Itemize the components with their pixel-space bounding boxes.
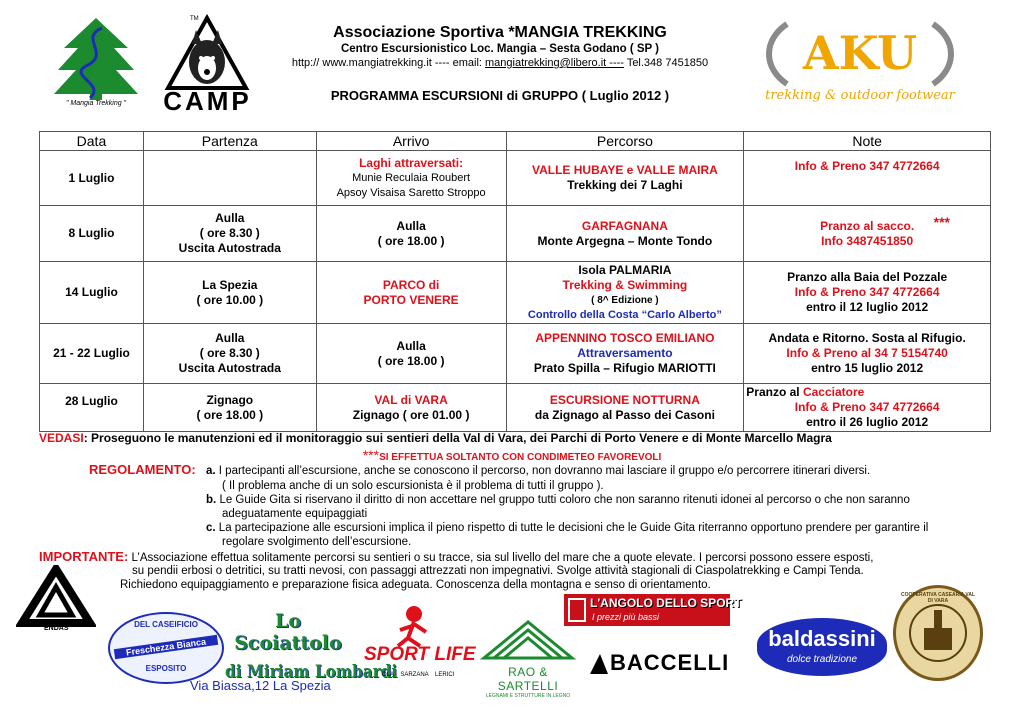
cell-partenza [143,324,316,384]
condimeteo-text: SI EFFETTUA SOLTANTO CON CONDIMETEO FAVOREVOLI [379,452,662,463]
program-title: PROGRAMMA ESCURSIONI di GRUPPO ( Luglio 2012 ) [330,88,670,103]
cell-note [744,206,991,262]
husky-icon [160,14,255,94]
cooperativa-text: COOPERATIVA CASEARIA VAL DI VARA [900,592,976,604]
angolo-line-2: I prezzi più bassi [592,612,660,622]
partenza-line: ( ore 10.00 ) [196,292,264,307]
caseificio-bottom-text: ESPOSITO [145,664,187,673]
endas-logo [16,565,96,637]
regolamento-item-b [206,493,996,508]
reg-letter: c. [206,522,216,534]
importante-line-3: Richiedono equipaggiamento e preparazione fisica adeguata. Conoscenza della montagna e senso di orientamento. [120,579,711,591]
partenza-line: Aulla [215,211,245,225]
runner-icon [384,604,444,648]
scoiattolo-line-1: Lo Scoiattolo [234,610,342,654]
arrivo-line: Zignago ( ore 01.00 ) [352,407,470,422]
cell-note [744,324,991,384]
importante-label: IMPORTANTE: [39,549,129,564]
percorso-line: Controllo della Costa “Carlo Alberto” [527,308,722,321]
cell-data: 28 Luglio [40,384,144,432]
table-row [40,262,991,324]
contacts-line [230,57,770,69]
note-line: Pranzo al sacco. [820,218,915,233]
reg-text: Le Guide Gita si riservano il diritto di non accettare nel gruppo tutti coloro che non saranno ritenuti idonei al percorso o che non saranno [219,494,910,506]
page-subtitle: Centro Escursionistico Loc. Mangia – Sesta Godano ( SP ) [340,43,660,55]
note-line: Pranzo alla Baia del Pozzale [787,270,948,284]
percorso-line: Prato Spilla – Rifugio MARIOTTI [533,361,716,375]
arrivo-heading: Laghi attraversati: [359,155,464,170]
cell-data: 21 - 22 Luglio [40,324,144,384]
percorso-line: Trekking dei 7 Laghi [567,178,683,192]
percorso-line: GARFAGNANA [581,218,668,233]
angolo-line-1: L'ANGOLO DELLO SPORT [590,596,742,610]
cooperativa-logo [893,585,983,681]
camp-tm: TM [190,16,199,22]
vedasi-label: VEDASI [39,431,84,445]
baccelli-mark-icon [588,652,610,676]
cell-arrivo [316,384,506,432]
website-text: http:// www.mangiatrekking.it ---- email: [291,57,482,69]
baccelli-logo [588,650,748,680]
note-line: Info & Preno 347 4772664 [794,400,940,414]
caseificio-arc-text: DEL CASEIFICIO [134,620,198,629]
arrivo-line: Aulla [396,218,426,233]
cell-data: 14 Luglio [40,262,144,324]
header-percorso: Percorso [506,132,744,151]
header-data: Data [40,132,144,151]
arrivo-line: Aulla [396,338,426,353]
note-line: Andata e Ritorno. Sosta al Rifugio. [768,331,966,345]
regolamento-item-a2: ( Il problema anche di un solo escursionista è il problema di tutti il gruppo ). [222,480,604,492]
header-arrivo: Arrivo [316,132,506,151]
percorso-line: Isola PALMARIA [578,262,672,277]
schedule-table [39,131,991,432]
arrivo-line: ( ore 18.00 ) [377,233,445,248]
regolamento-item-a [206,464,996,479]
cell-percorso [506,384,744,432]
table-row [40,384,991,432]
caseificio-ribbon: Freschezza Bianca [114,635,218,659]
page-title: Associazione Sportiva *MANGIA TREKKING [333,24,667,41]
note-line: entro il 26 luglio 2012 [806,415,929,429]
note-line: Info & Preno 347 4772664 [794,159,940,173]
reg-letter: a. [206,465,216,477]
partenza-line: ( ore 8.30 ) [199,346,260,360]
vedasi-line [39,431,1019,445]
condimeteo-stars: *** [362,447,380,463]
aku-wordmark: AKU [802,26,918,80]
rao-wordmark: RAO & SARTELLI [497,665,559,693]
sportlife-logo [362,604,476,684]
scoiattolo-address: Via Biassa,12 La Spezia [190,678,331,693]
cell-arrivo [316,206,506,262]
cell-arrivo [316,324,506,384]
arrivo-line: Munie Reculaia Roubert [352,171,471,184]
aku-logo [765,20,955,110]
tree-icon [50,14,142,114]
baccelli-wordmark: BACCELLI [610,650,730,675]
regolamento-label: REGOLAMENTO: [89,462,196,477]
percorso-line: APPENNINO TOSCO EMILIANO [535,331,715,345]
note-line: Info & Preno al 34 7 5154740 [786,346,948,360]
regolamento-item-c2: regolare svolgimento dell’escursione. [222,536,412,548]
telephone-text: Tel.348 7451850 [626,57,709,69]
note-line: Info 3487451850 [821,233,914,248]
cell-note [744,151,991,206]
cell-percorso [506,324,744,384]
angolo-mark-icon [568,598,586,622]
endas-caption: ENDAS [44,625,69,632]
vedasi-text: : Proseguono le manutenzioni ed il monitoraggio sui sentieri della Val di Vara, dei Parchi di Porto Venere e di Monte Marcello Magra [83,431,832,445]
partenza-line: Aulla [215,331,245,345]
mangia-trekking-logo [50,14,142,114]
cell-note [744,262,991,324]
partenza-line: Uscita Autostrada [178,241,281,255]
percorso-line: da Zignago al Passo dei Casoni [534,407,715,422]
note-line: entro 15 luglio 2012 [811,361,924,375]
percorso-line: Trekking & Swimming [562,277,688,292]
partenza-line: ( ore 8.30 ) [199,226,260,240]
regolamento-item-c [206,521,996,536]
baldassini-logo [757,618,887,676]
sportlife-wordmark: SPORT LIFE [364,644,476,665]
note-stars: *** [933,213,950,230]
cell-arrivo [316,151,506,206]
importante-text: L’Associazione effettua solitamente percorsi su sentieri o su tracce, sia sul livello del mare che a quote elevate. I percorsi possono essere esposti, [128,552,874,564]
condimeteo-line [200,447,824,463]
cell-note [744,384,991,432]
partenza-line: La Spezia [202,277,258,292]
caseificio-logo [108,612,224,684]
reg-letter: b. [206,494,217,506]
arrivo-line: PORTO VENERE [363,292,459,307]
arrivo-line: Apsoy Visaisa Saretto Stroppo [336,186,486,199]
angolo-sport-logo [564,594,742,626]
percorso-line: ESCURSIONE NOTTURNA [549,392,700,407]
percorso-line: Attraversamento [577,346,673,360]
baldassini-subtitle: dolce tradizione [786,654,858,665]
sportlife-towns: OLA SARZANA LERICI [382,672,455,678]
importante-line-2: su pendii erbosi o detritici, su tratti nevosi, con passaggi attrezzati non impegnativi. Svolge attività stagionali di Ciaspolatrekking e Campi Tenda. [132,565,864,577]
table-row [40,206,991,262]
partenza-line: ( ore 18.00 ) [196,407,264,422]
aku-tagline: trekking & outdoor footwear [765,88,955,103]
camp-wordmark: CAMP [163,86,252,116]
reg-text: La partecipazione alle escursioni implica il pieno rispetto di tutte le decisioni che le Guide Gita riterranno opportuno prendere per garantire il [218,522,929,534]
cell-percorso [506,151,744,206]
cell-partenza [143,262,316,324]
percorso-line: ( 8^ Edizione ) [591,294,659,306]
note-line: Pranzo al [746,385,800,399]
note-line: Cacciatore [802,385,865,399]
mangia-logo-caption: " Mangia Trekking " [65,100,127,107]
cell-data: 1 Luglio [40,151,144,206]
arrivo-line: VAL di VARA [374,392,448,407]
cell-partenza [143,151,316,206]
table-row [40,151,991,206]
arrivo-line: ( ore 18.00 ) [377,353,445,368]
note-line: entro il 12 luglio 2012 [806,300,929,314]
scoiattolo-line-2: di Miriam Lombardi [225,662,398,682]
note-line: Info & Preno 347 4772664 [794,285,940,299]
rao-sartelli-logo [476,620,580,699]
header-note: Note [744,132,991,151]
email-link[interactable]: mangiatrekking@libero.it ---- [485,57,624,69]
percorso-line: Monte Argegna – Monte Tondo [537,233,713,248]
cell-arrivo [316,262,506,324]
endas-triangle-icon [16,565,96,627]
baldassini-wordmark: baldassini [768,626,876,651]
cell-data: 8 Luglio [40,206,144,262]
reg-text: I partecipanti all’escursione, anche se conoscono il percorso, non dovranno mai lasciare il gruppo e/o percorrere itinerari diversi. [218,465,871,477]
header-partenza: Partenza [143,132,316,151]
percorso-line: VALLE HUBAYE e VALLE MAIRA [531,163,718,177]
rao-subtitle: LEGNAMI E STRUTTURE IN LEGNO [485,693,571,699]
partenza-line: Uscita Autostrada [178,361,281,375]
cell-percorso [506,206,744,262]
cell-partenza [143,206,316,262]
scoiattolo-logo [218,610,398,682]
partenza-line: Zignago [206,392,254,407]
table-row [40,324,991,384]
rao-roof-icon [476,620,580,660]
table-header-row [40,132,991,151]
cell-percorso [506,262,744,324]
cell-partenza [143,384,316,432]
regolamento-item-b2: adeguatamente equipaggiati [222,508,368,520]
arrivo-line: PARCO di [382,277,440,292]
